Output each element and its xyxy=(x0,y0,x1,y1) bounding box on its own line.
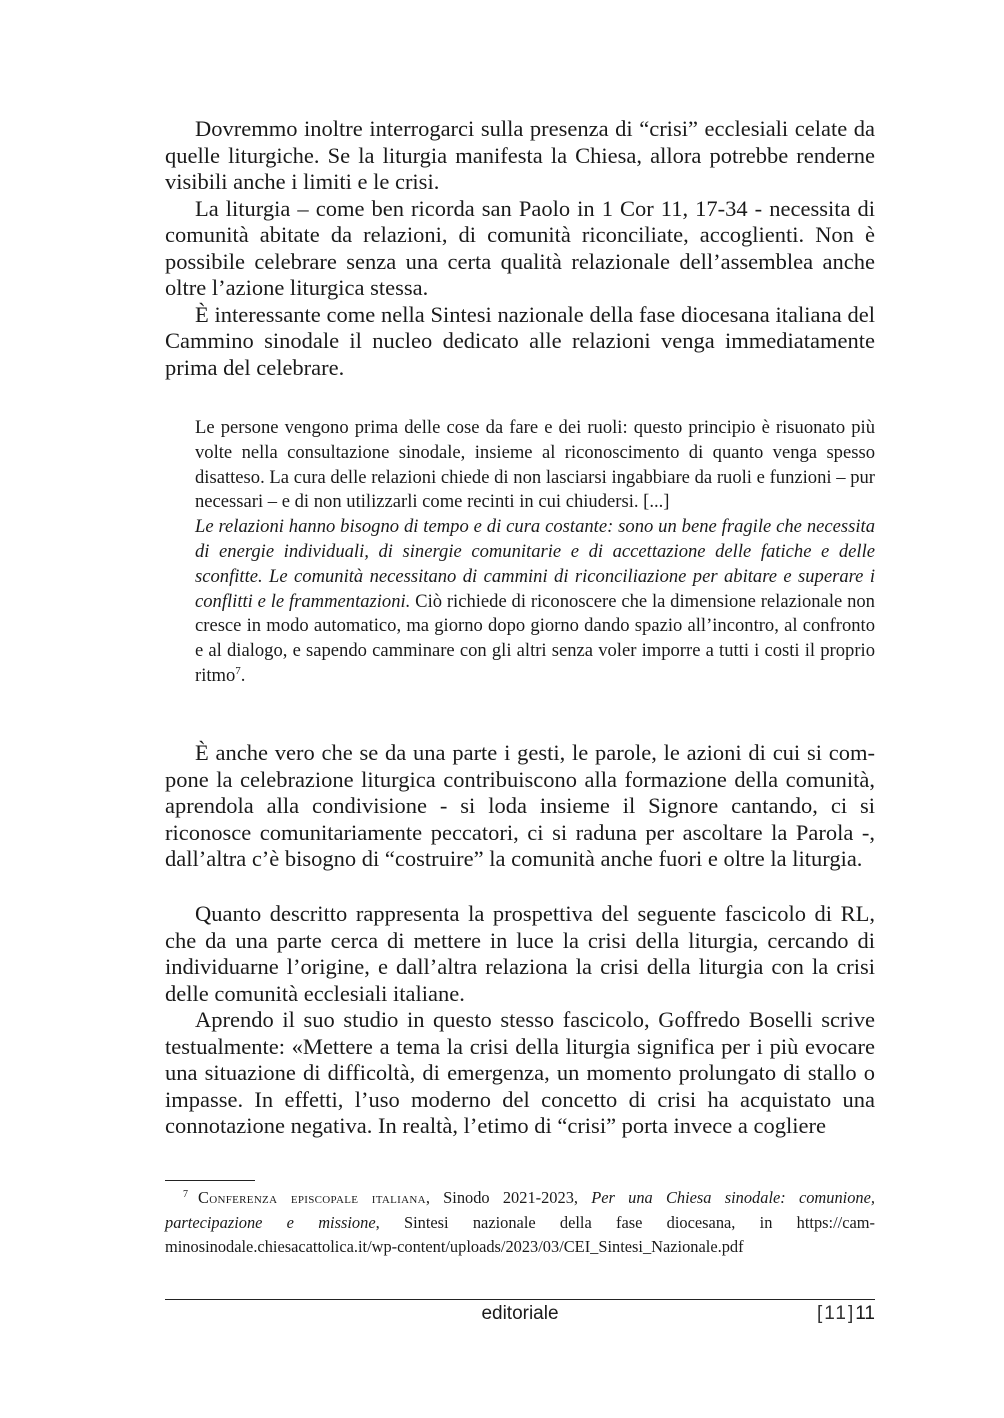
footnote-text: , Sinodo 2021-2023, xyxy=(425,1188,592,1207)
paragraph: Aprendo il suo studio in questo stesso fascicolo, Goffredo Boselli scrive testualmente: «Mettere a tema la crisi della liturgia significa per i più evocare una situazione di difficoltà, di emergenza, un momento prolungato di stallo o impasse. In effetti, l’uso moderno del concetto di crisi ha acquistato una connotazione negativa. In realtà, l’etimo di “crisi” porta invece a cogliere xyxy=(165,1007,875,1138)
body-text-top xyxy=(165,116,875,381)
body-text-middle xyxy=(165,740,875,873)
page-number-value: 11 xyxy=(855,1303,875,1324)
footnote-reference[interactable]: 7 xyxy=(235,664,241,677)
paragraph: Dovremmo inoltre interrogarci sulla presenza di “crisi” ecclesiali celate da quelle liturgiche. Se la liturgia manifesta la Chiesa, allora potrebbe renderne visibili anche i limiti e le crisi. xyxy=(165,116,875,194)
paragraph: È interessante come nella Sintesi nazionale della fase diocesana italiana del Cammino sinodale il nucleo dedicato alle relazioni venga immediatamente prima del celebrare. xyxy=(165,301,875,380)
quote-part-1: Le persone vengono prima delle cose da fare e dei ruoli: questo principio è risuonato più volte nella consultazione sinodale, insieme al riconoscimento di quanto venga spesso disatteso. La cura delle relazioni chiede di non lasciarsi ingabbiare da ruoli e funzioni – pur necessari – e di non utilizzarli come recinti in cui chiudersi. [...] xyxy=(195,417,875,513)
page-number-bracket: [11] xyxy=(816,1303,856,1324)
paragraph: È anche vero che se da una parte i gesti, le parole, le azioni di cui si compone la celebrazione liturgica contribuiscono alla formazione della comunità, aprendola alla condivisione - si loda insieme il Signore cantando, ci si riconosce comunitariamente peccatori, ci si raduna per ascoltare la Parola -, dall’altra c’è bisogno di “costruire” la comunità anche fuori e oltre la liturgia. xyxy=(165,740,875,871)
footnote-text: , Sintesi nazionale della fase diocesana, in https://camminosinodale.chiesacattolica.it/wp-content/uploads/2023/03/CEI_Sintesi_Nazionale.pdf xyxy=(165,1212,875,1256)
footnote xyxy=(165,1186,875,1260)
page-number xyxy=(817,1303,875,1325)
paragraph: Quanto descritto rappresenta la prospettiva del seguente fascicolo di RL, che da una parte cerca di mettere in luce la crisi della liturgia, cercando di individuarne l’origine, e dall’altra relaziona la crisi della liturgia con la crisi delle comunità ecclesiali italiane. xyxy=(165,901,875,1006)
running-footer-title: editoriale xyxy=(481,1303,559,1324)
footnote-author: Conferenza episcopale italiana xyxy=(198,1188,426,1207)
quote-italic: Le relazioni hanno bisogno di tempo e di cura costante: sono un bene fragile che necessita di energie individuali, di sinergie comunitarie e di accettazione delle fatiche e delle sconfitte. Le comunità necessitano di cammini di riconciliazione per abitare e superare i conflitti e le frammentazioni. xyxy=(195,516,875,612)
quote-end: . xyxy=(240,664,246,686)
body-text-bottom xyxy=(165,901,875,1140)
paragraph: La liturgia – come ben ricorda san Paolo in 1 Cor 11, 17-34 - necessita di comunità abitate da relazioni, di comunità riconciliate, accoglienti. Non è possibile celebrare senza una certa qualità relazionale dell’assemblea anche oltre l’azione liturgica stessa. xyxy=(165,195,875,300)
footnote-number: 7 xyxy=(183,1188,188,1200)
footnote-divider xyxy=(165,1180,255,1181)
footer-divider xyxy=(165,1299,875,1300)
quote-text xyxy=(195,416,875,689)
footnote-title: Per una Chiesa sinodale: comunione, partecipazione e missione xyxy=(165,1188,875,1232)
block-quote xyxy=(195,416,875,689)
quote-part-2: Ciò richiede di riconoscere che la dimensione relazionale non cresce in modo automatico, ma giorno dopo giorno dando spazio all’incontro, al confronto e al dialogo, e sapendo camminare con gli altri senza voler imporre a tutti i costi il proprio ritmo xyxy=(195,590,875,686)
page xyxy=(165,0,875,1418)
